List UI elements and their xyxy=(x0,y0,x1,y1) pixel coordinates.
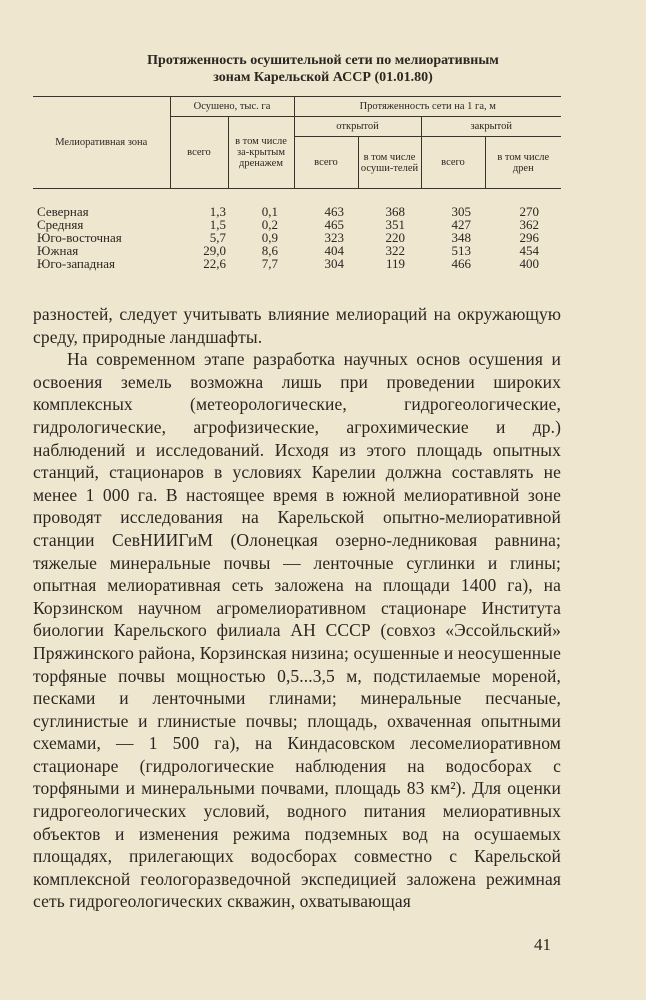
table-row xyxy=(33,257,561,270)
cell-drainage: 7,7 xyxy=(261,256,278,271)
header-open: открытой xyxy=(294,117,421,137)
cell-zone: Северная xyxy=(37,204,89,219)
cell-closed-total: 348 xyxy=(451,230,471,245)
cell-drained-total: 1,3 xyxy=(209,204,226,219)
cell-open-drainers: 368 xyxy=(385,204,405,219)
header-network-length: Протяженность сети на 1 га, м xyxy=(294,97,561,117)
header-zone: Мелиоративная зона xyxy=(33,97,170,189)
drainage-network-table xyxy=(33,96,561,270)
cell-drainage: 0,1 xyxy=(261,204,278,219)
cell-closed-total: 513 xyxy=(451,243,471,258)
paragraph-main: На современном этапе разработка научных основ осушения и освоения земель возможна лишь при проведении широких комплексных (метеорологические, гидрогеологические, гидрологические, агрофизические, агрохимические и др.) наблюдений и исследований. Исходя из этого площадь опытных станций, стационаров в условиях Карелии должна составлять не менее 1 000 га. В настоящее время в южной мелиоративной зоне проводят исследования на Карельской опытно-мелиоративной станции СевНИИГиМ (Олонецкая озерно-ледниковая равнина; тяжелые минеральные почвы — ленточные суглинки и глины; опытная мелиоративная сеть заложена на площади 1400 га), на Корзинском научном агромелиоративном стационаре Института биологии Карельского филиала АН СССР (совхоз «Эссойльский» Пряжинского района, Корзинская низина; осушенные и неосушенные торфяные почвы мощностью 0,5...3,5 м, подстилаемые мореной, песками и ленточными глинами; минеральные песчаные, суглинистые и глинистые почвы; площадь, охваченная опытными схемами, — 1 500 га), на Киндасовском лесомелиоративном стационаре (гидрологические наблюдения на водосборах с торфяными и минеральными почвами, площадь 83 км²). Для оценки гидрогеологических условий, водного питания мелиоративных объектов и изменения режима подземных вод на осушаемых площадях, прилегающих водосборах совместно с Карельской комплексной геологоразведочной экспедицией заложена режимная сеть гидрогеологических скважин, охватывающая xyxy=(33,349,561,912)
cell-zone: Юго-западная xyxy=(37,256,115,271)
cell-open-total: 463 xyxy=(324,204,344,219)
cell-drained-total: 1,5 xyxy=(209,217,226,232)
cell-closed-total: 305 xyxy=(451,204,471,219)
cell-open-drainers: 220 xyxy=(385,230,405,245)
paragraph-continuation: разностей, следует учитывать влияние мелиораций на окружающую среду, природные ландшафты. xyxy=(33,304,561,347)
cell-zone: Юго-восточная xyxy=(37,230,122,245)
cell-drained-total: 29,0 xyxy=(203,243,226,258)
cell-open-total: 304 xyxy=(324,256,344,271)
table-container xyxy=(33,96,561,270)
header-closed-drainage: в том числе за-крытым дренажем xyxy=(228,117,294,189)
cell-zone: Средняя xyxy=(37,217,84,232)
header-closed-drens: в том числе дрен xyxy=(485,137,561,189)
cell-open-drainers: 119 xyxy=(385,256,405,271)
table-caption-line-2: зонам Карельской АССР (01.01.80) xyxy=(213,70,433,85)
cell-drainage: 8,6 xyxy=(261,243,278,258)
cell-closed-total: 427 xyxy=(451,217,471,232)
cell-open-total: 404 xyxy=(324,243,344,258)
header-closed: закрытой xyxy=(421,117,561,137)
cell-zone: Южная xyxy=(37,243,79,258)
cell-drainage: 0,2 xyxy=(261,217,278,232)
header-drained: Осушено, тыс. га xyxy=(170,97,294,117)
table-caption xyxy=(40,52,606,86)
cell-drained-total: 22,6 xyxy=(203,256,226,271)
header-drained-total: всего xyxy=(170,117,228,189)
cell-open-total: 465 xyxy=(324,217,344,232)
cell-open-drainers: 322 xyxy=(385,243,405,258)
body-text xyxy=(33,303,561,913)
page-number: 41 xyxy=(534,935,551,954)
header-closed-total: всего xyxy=(421,137,485,189)
cell-closed-total: 466 xyxy=(451,256,471,271)
table-caption-line-1: Протяженность осушительной сети по мелиоративным xyxy=(147,53,499,68)
cell-closed-drens: 362 xyxy=(519,217,539,232)
cell-open-total: 323 xyxy=(324,230,344,245)
cell-closed-drens: 296 xyxy=(519,230,539,245)
header-open-total: всего xyxy=(294,137,358,189)
table-row xyxy=(33,205,561,218)
cell-closed-drens: 270 xyxy=(519,204,539,219)
cell-closed-drens: 454 xyxy=(519,243,539,258)
cell-closed-drens: 400 xyxy=(519,256,539,271)
header-open-drainers: в том числе осуши-телей xyxy=(358,137,421,189)
cell-open-drainers: 351 xyxy=(385,217,405,232)
table-row xyxy=(33,231,561,244)
cell-drainage: 0,9 xyxy=(261,230,278,245)
cell-drained-total: 5,7 xyxy=(209,230,226,245)
